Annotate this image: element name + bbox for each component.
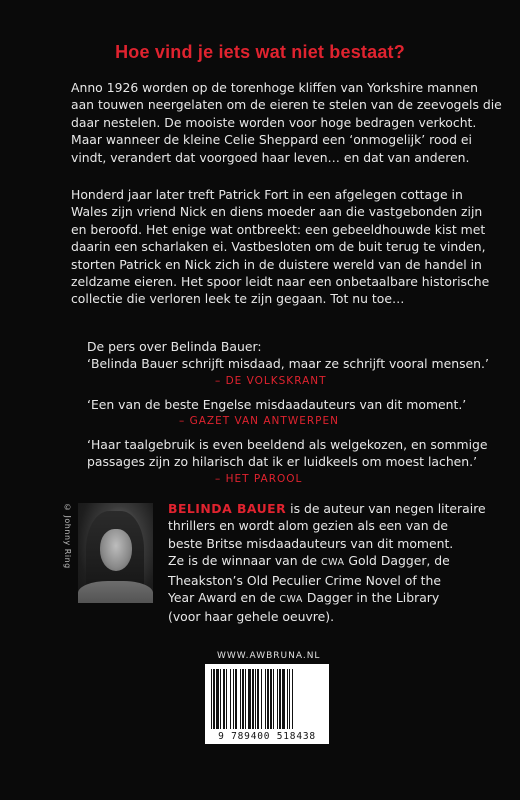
text-line: collectie die verloren leek te zijn gegaan. Tot nu toe… — [71, 291, 405, 307]
barcode-bar — [240, 669, 241, 729]
author-photo — [78, 503, 153, 603]
quote-text: ‘Haar taalgebruik is even beeldend als welgekozen, en sommige — [87, 437, 488, 452]
barcode-bar — [248, 669, 251, 729]
text-line: Honderd jaar later treft Patrick Fort in een afgelegen cottage in — [71, 187, 463, 202]
bio-line — [168, 500, 486, 517]
publisher-website: WWW.AWBRUNA.NL — [217, 651, 321, 661]
barcode-bar — [242, 669, 244, 729]
bio-line — [168, 552, 458, 571]
barcode-bar — [252, 669, 254, 729]
barcode-bar — [233, 669, 234, 729]
cwa-abbreviation: CWA — [279, 594, 303, 606]
bio-line: (voor haar gehele oeuvre). — [168, 609, 335, 625]
text-line: en beroofd. Het enige wat ontbreekt: een gebeeldhouwde kist met — [71, 221, 486, 237]
bio-text: Ze is de winnaar van de — [168, 553, 321, 569]
isbn-barcode — [205, 664, 329, 744]
barcode-bar — [255, 669, 256, 729]
barcode-bar — [279, 669, 281, 729]
photo-shirt — [78, 581, 153, 603]
barcode-bar — [277, 669, 278, 729]
bio-line: thrillers en wordt alom gezien als een van de — [168, 518, 449, 534]
barcode-bar — [292, 669, 293, 729]
photo-face — [100, 529, 132, 571]
text-line: Maar wanneer de kleine Celie Sheppard een ‘onmogelijk’ rood ei — [71, 132, 472, 148]
bio-text: is de auteur van negen literaire — [286, 501, 486, 516]
quote-text: ‘Een van de beste Engelse misdaadauteurs van dit moment.’ — [87, 397, 467, 412]
press-quote-1 — [87, 338, 487, 390]
barcode-bar — [223, 669, 225, 729]
text-line: storten Patrick en Nick zich in de duistere wereld van de handel in — [71, 256, 482, 272]
barcode-bar — [235, 669, 237, 729]
quote-source: – HET PAROOL — [215, 472, 303, 485]
barcode-bar — [282, 669, 285, 729]
bio-line: beste Britse misdaadauteurs van dit moment. — [168, 535, 454, 551]
barcode-bar — [267, 669, 269, 729]
barcode-bar — [226, 669, 227, 729]
cwa-abbreviation: CWA — [320, 557, 345, 569]
author-name: BELINDA BAUER — [168, 501, 287, 516]
barcode-bar — [216, 669, 219, 729]
barcode-bar — [265, 669, 266, 729]
barcode-bar — [273, 669, 274, 729]
press-quote-3 — [87, 436, 487, 488]
bio-line — [168, 589, 458, 608]
bio-text: Gold Dagger, de — [344, 553, 450, 569]
barcode-bar — [230, 669, 231, 729]
text-line: vindt, verandert dat voorgoed haar leven… en dat van anderen. — [71, 149, 470, 165]
barcode-bar — [270, 669, 272, 729]
text-line: aan touwen neergelaten om de eieren te stelen van de zeevogels die — [71, 97, 502, 113]
barcode-bar — [220, 669, 221, 729]
barcode-bar — [213, 669, 215, 729]
barcode-bar — [257, 669, 259, 729]
press-quote-2 — [87, 396, 487, 431]
photo-credit: © Johnny Ring — [63, 503, 72, 569]
intro-paragraph-1 — [71, 79, 502, 166]
quote-text: ‘Belinda Bauer schrijft misdaad, maar ze schrijft vooral mensen.’ — [87, 356, 489, 372]
barcode-bar — [289, 669, 290, 729]
quote-text: passages zijn zo hilarisch dat ik er luidkeels om moest lachen.’ — [87, 454, 478, 470]
press-intro: De pers over Belinda Bauer: — [87, 339, 262, 354]
text-line: daar nestelen. De mooiste worden voor hoge bedragen verkocht. — [71, 114, 477, 130]
bio-text: Year Award en de — [168, 590, 280, 606]
isbn-number: 9 789400 518438 — [218, 731, 316, 742]
bio-line: Theakston’s Old Peculier Crime Novel of the — [168, 572, 441, 588]
text-line: Wales zijn vriend Nick en diens moeder aan die vastgebonden zijn — [71, 204, 483, 220]
bio-text: Dagger in the Library — [302, 590, 440, 606]
quote-source: – DE VOLKSKRANT — [215, 374, 327, 387]
headline: Hoe vind je iets wat niet bestaat? — [115, 42, 405, 62]
author-bio — [168, 500, 486, 626]
barcode-bar — [287, 669, 288, 729]
text-line: daarin een scharlaken ei. Vastbesloten om de buit terug te vinden, — [71, 239, 486, 255]
quote-source: – GAZET VAN ANTWERPEN — [179, 415, 339, 428]
intro-paragraph-2 — [71, 186, 490, 308]
barcode-bars — [209, 669, 325, 729]
barcode-bar — [211, 669, 212, 729]
barcode-bar — [245, 669, 246, 729]
text-line: zeldzame eieren. Het spoor leidt naar een onbetaalbare historische — [71, 274, 490, 290]
text-line: Anno 1926 worden op de torenhoge kliffen van Yorkshire mannen — [71, 80, 478, 95]
barcode-bar — [261, 669, 262, 729]
